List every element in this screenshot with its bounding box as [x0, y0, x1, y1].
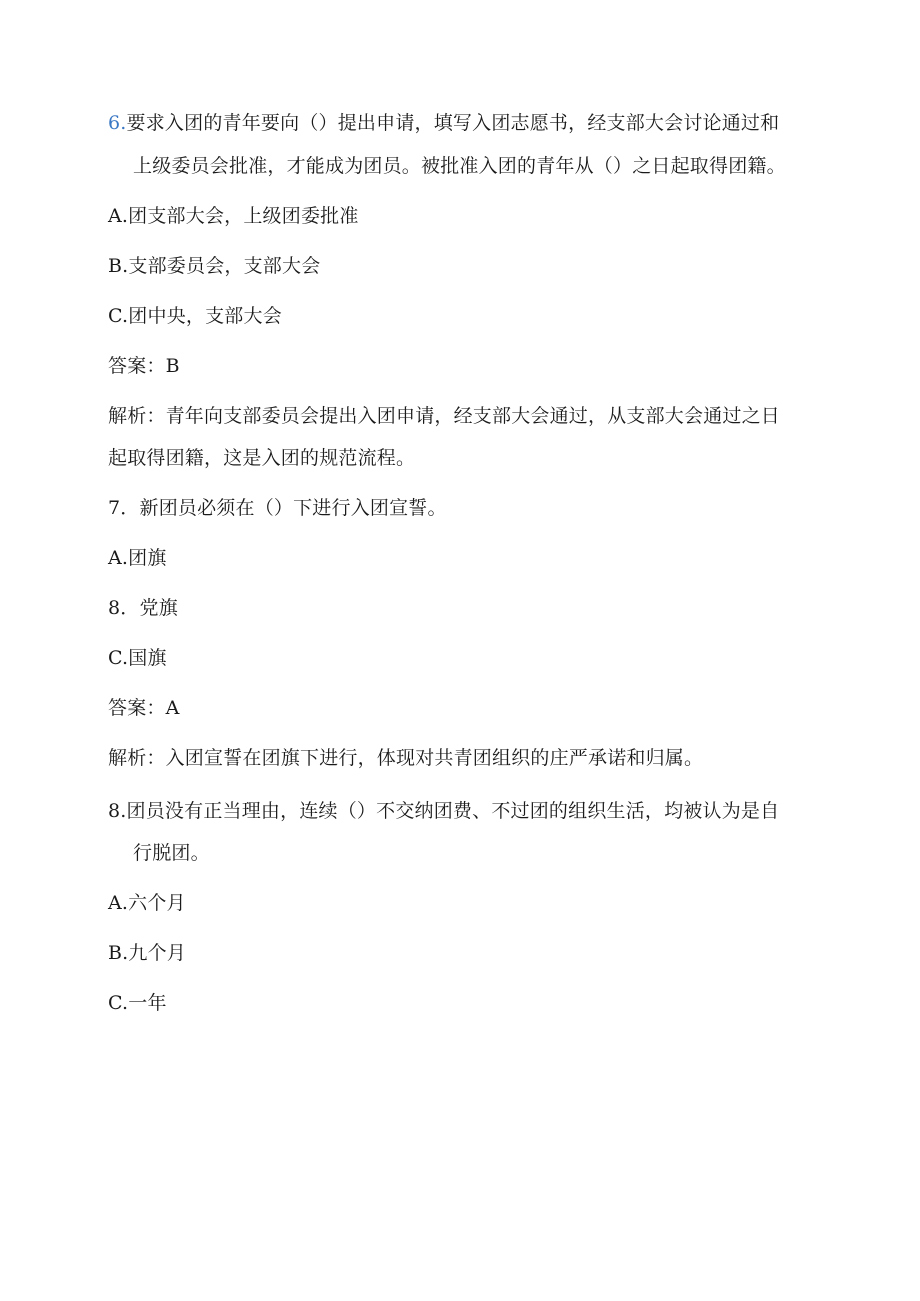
question-7-analysis: 解析：入团宣誓在团旗下进行，体现对共青团组织的庄严承诺和归属。: [108, 747, 704, 769]
question-6-line-2: 上级委员会批准，才能成为团员。被批准入团的青年从（）之日起取得团籍。: [133, 155, 786, 177]
question-7-answer: 答案：A: [108, 697, 180, 719]
question-6-analysis-line-1: 解析：青年向支部委员会提出入团申请，经支部大会通过，从支部大会通过之日: [108, 405, 781, 427]
question-7-option-c: C.国旗: [108, 647, 167, 669]
question-7-option-a: A.团旗: [108, 547, 167, 569]
question-6-number: 6.: [108, 112, 127, 134]
question-8-line-1: 8.团员没有正当理由，连续（）不交纳团费、不过团的组织生活，均被认为是自: [108, 800, 780, 822]
question-6-line-1: [108, 110, 779, 136]
question-7-text: 7．新团员必须在（）下进行入团宣誓。: [108, 497, 447, 519]
question-8-option-a: A.六个月: [108, 892, 186, 914]
question-6-text-1: 要求入团的青年要向（）提出申请，填写入团志愿书，经支部大会讨论通过和: [126, 112, 780, 134]
question-6-option-c: C.团中央，支部大会: [108, 305, 282, 327]
question-8-option-c: C.一年: [108, 992, 167, 1014]
question-8-option-b: B.九个月: [108, 942, 187, 964]
question-7-option-b: 8．党旗: [108, 597, 178, 619]
question-6-answer: 答案：B: [108, 355, 180, 377]
question-6-analysis-line-2: 起取得团籍，这是入团的规范流程。: [108, 447, 416, 469]
question-8-line-2: 行脱团。: [133, 842, 210, 864]
question-6-option-a: A.团支部大会，上级团委批准: [108, 205, 359, 227]
question-6-option-b: B.支部委员会，支部大会: [108, 255, 321, 277]
